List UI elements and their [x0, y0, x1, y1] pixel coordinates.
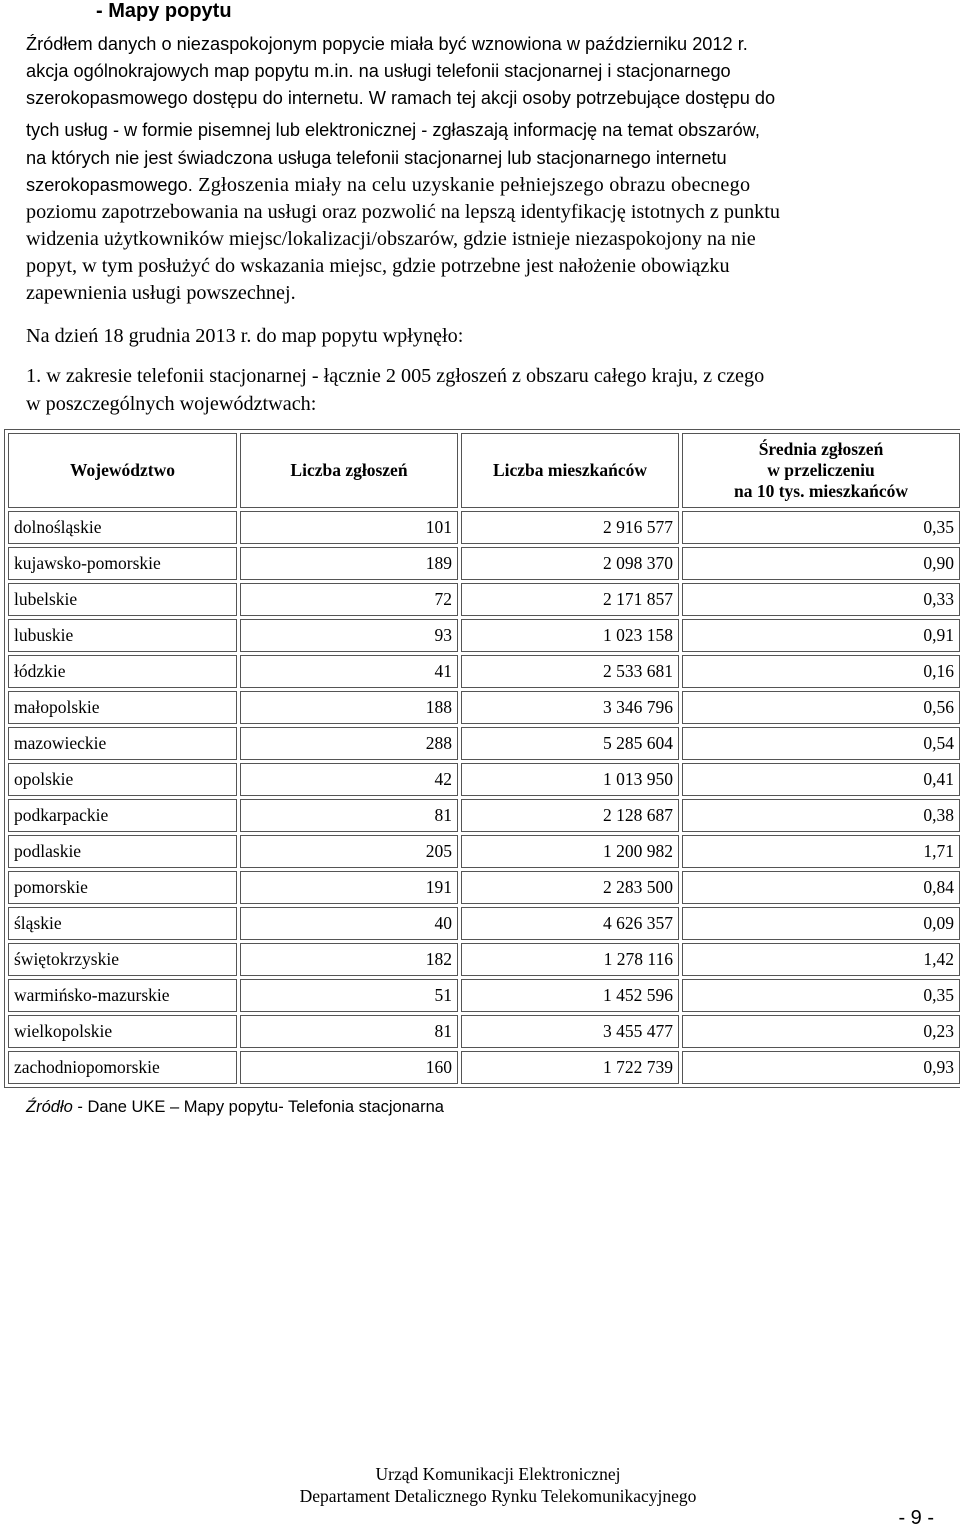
cell-voivodeship: mazowieckie — [8, 727, 237, 760]
cell-average: 0,56 — [682, 691, 960, 724]
cell-population: 1 722 739 — [461, 1051, 679, 1084]
paragraph-line: widzenia użytkowników miejsc/lokalizacji/obszarów, gdzie istnieje niezaspokojony na nie — [26, 228, 756, 250]
cell-population: 4 626 357 — [461, 907, 679, 940]
cell-voivodeship: podkarpackie — [8, 799, 237, 832]
cell-average: 0,16 — [682, 655, 960, 688]
cell-average: 0,33 — [682, 583, 960, 616]
cell-reports: 188 — [240, 691, 458, 724]
paragraph-fragment: Zgłoszenia miały na celu uzyskanie pełniejszego obrazu obecnego — [192, 174, 751, 196]
cell-average: 0,09 — [682, 907, 960, 940]
paragraph-line: popyt, w tym posłużyć do wskazania miejsc, gdzie potrzebne jest nałożenie obowiązku — [26, 255, 730, 277]
table-row — [8, 871, 960, 904]
cell-population: 1 013 950 — [461, 763, 679, 796]
cell-reports: 42 — [240, 763, 458, 796]
table-row — [8, 727, 960, 760]
cell-average: 0,54 — [682, 727, 960, 760]
cell-average: 0,23 — [682, 1015, 960, 1048]
paragraph-line: akcja ogólnokrajowych map popytu m.in. na usługi telefonii stacjonarnej i stacjonarnego — [26, 61, 731, 81]
table-row — [8, 655, 960, 688]
header-average-line: w przeliczeniu — [767, 460, 875, 480]
cell-reports: 191 — [240, 871, 458, 904]
table-row — [8, 943, 960, 976]
section-heading: - Mapy popytu — [96, 0, 232, 22]
footer-office: Urząd Komunikacji Elektronicznej — [375, 1464, 621, 1484]
cell-reports: 93 — [240, 619, 458, 652]
cell-voivodeship: wielkopolskie — [8, 1015, 237, 1048]
cell-average: 0,38 — [682, 799, 960, 832]
cell-reports: 72 — [240, 583, 458, 616]
header-reports: Liczba zgłoszeń — [240, 433, 458, 508]
list-item-line: 1. w zakresie telefonii stacjonarnej - łącznie 2 005 zgłoszeń z obszaru całego kraju, z czego — [26, 365, 765, 387]
list-item-line: w poszczególnych województwach: — [26, 393, 317, 415]
cell-voivodeship: śląskie — [8, 907, 237, 940]
cell-population: 2 533 681 — [461, 655, 679, 688]
cell-reports: 288 — [240, 727, 458, 760]
cell-average: 0,93 — [682, 1051, 960, 1084]
table-row — [8, 691, 960, 724]
cell-voivodeship: opolskie — [8, 763, 237, 796]
cell-voivodeship: świętokrzyskie — [8, 943, 237, 976]
paragraph-fragment: szerokopasmowego. — [26, 175, 193, 195]
cell-population: 1 200 982 — [461, 835, 679, 868]
header-average-line: na 10 tys. mieszkańców — [733, 481, 909, 501]
paragraph-line: tych usług - w formie pisemnej lub elektronicznej - zgłaszają informację na temat obszarów, — [26, 120, 760, 140]
cell-population: 2 171 857 — [461, 583, 679, 616]
cell-population: 2 283 500 — [461, 871, 679, 904]
cell-population: 1 023 158 — [461, 619, 679, 652]
cell-reports: 182 — [240, 943, 458, 976]
header-voivodeship: Województwo — [8, 433, 237, 508]
cell-population: 3 455 477 — [461, 1015, 679, 1048]
table-row — [8, 979, 960, 1012]
cell-average: 0,90 — [682, 547, 960, 580]
cell-average: 0,84 — [682, 871, 960, 904]
cell-average: 0,35 — [682, 511, 960, 544]
cell-voivodeship: małopolskie — [8, 691, 237, 724]
cell-reports: 51 — [240, 979, 458, 1012]
date-line: Na dzień 18 grudnia 2013 r. do map popytu wpłynęło: — [26, 325, 464, 347]
table-row — [8, 619, 960, 652]
table-body — [8, 511, 960, 1084]
table-row — [8, 907, 960, 940]
table-row — [8, 583, 960, 616]
source-text: - Dane UKE – Mapy popytu- Telefonia stacjonarna — [72, 1098, 444, 1116]
table-row — [8, 763, 960, 796]
cell-voivodeship: podlaskie — [8, 835, 237, 868]
cell-reports: 205 — [240, 835, 458, 868]
table-row — [8, 1015, 960, 1048]
cell-reports: 81 — [240, 799, 458, 832]
cell-average: 1,42 — [682, 943, 960, 976]
table-row — [8, 511, 960, 544]
cell-voivodeship: lubuskie — [8, 619, 237, 652]
paragraph-line: zapewnienia usługi powszechnej. — [26, 282, 296, 304]
cell-voivodeship: kujawsko-pomorskie — [8, 547, 237, 580]
cell-population: 5 285 604 — [461, 727, 679, 760]
cell-voivodeship: lubelskie — [8, 583, 237, 616]
source-label: Źródło — [26, 1098, 73, 1116]
cell-population: 1 278 116 — [461, 943, 679, 976]
table-header-row — [8, 433, 960, 508]
cell-reports: 81 — [240, 1015, 458, 1048]
paragraph-line: szerokopasmowego dostępu do internetu. W ramach tej akcji osoby potrzebujące dostępu do — [26, 88, 776, 108]
cell-reports: 101 — [240, 511, 458, 544]
header-average-line: Średnia zgłoszeń — [758, 439, 884, 459]
table-row — [8, 1051, 960, 1084]
table-row — [8, 799, 960, 832]
table-row — [8, 835, 960, 868]
cell-population: 2 098 370 — [461, 547, 679, 580]
cell-average: 0,91 — [682, 619, 960, 652]
cell-reports: 189 — [240, 547, 458, 580]
cell-reports: 160 — [240, 1051, 458, 1084]
paragraph-line — [26, 172, 936, 199]
paragraph-line: na których nie jest świadczona usługa telefonii stacjonarnej lub stacjonarnego internetu — [26, 148, 727, 168]
footer-department: Departament Detalicznego Rynku Telekomunikacyjnego — [299, 1486, 697, 1506]
cell-voivodeship: dolnośląskie — [8, 511, 237, 544]
source-note — [26, 1098, 444, 1117]
table-row — [8, 547, 960, 580]
cell-average: 1,71 — [682, 835, 960, 868]
cell-voivodeship: zachodniopomorskie — [8, 1051, 237, 1084]
paragraph-line: poziomu zapotrzebowania na usługi oraz pozwolić na lepszą identyfikację istotnych z punktu — [26, 201, 780, 223]
header-population: Liczba mieszkańców — [461, 433, 679, 508]
demand-table — [4, 429, 960, 1088]
cell-voivodeship: łódzkie — [8, 655, 237, 688]
cell-population: 2 128 687 — [461, 799, 679, 832]
cell-reports: 41 — [240, 655, 458, 688]
paragraph-line: Źródłem danych o niezaspokojonym popycie miała być wznowiona w październiku 2012 r. — [26, 34, 748, 54]
cell-population: 1 452 596 — [461, 979, 679, 1012]
page-number: - 9 - — [898, 1507, 934, 1529]
cell-population: 3 346 796 — [461, 691, 679, 724]
cell-voivodeship: warmińsko-mazurskie — [8, 979, 237, 1012]
cell-reports: 40 — [240, 907, 458, 940]
cell-average: 0,35 — [682, 979, 960, 1012]
cell-population: 2 916 577 — [461, 511, 679, 544]
header-average — [682, 433, 960, 508]
cell-voivodeship: pomorskie — [8, 871, 237, 904]
cell-average: 0,41 — [682, 763, 960, 796]
